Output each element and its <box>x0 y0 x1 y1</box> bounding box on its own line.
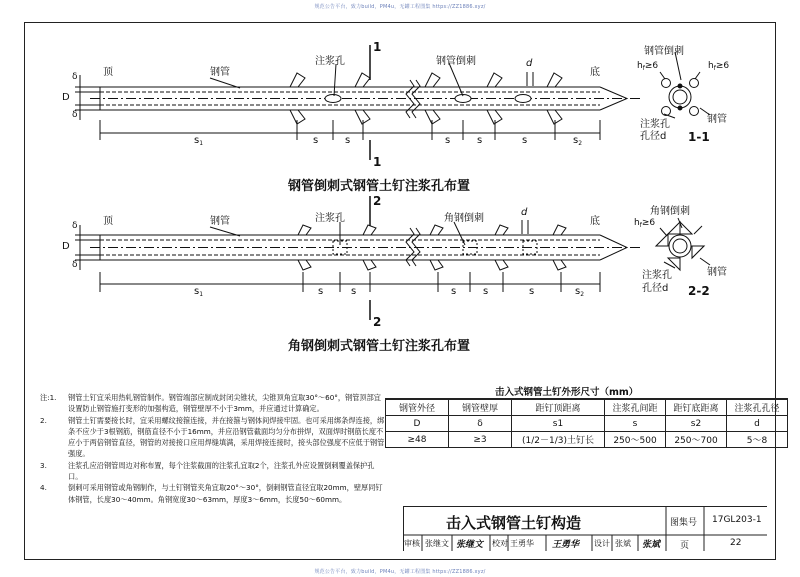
d1-dim-s-3: s <box>445 135 451 146</box>
d2-dim-s-3: s <box>451 286 457 297</box>
d1-dim-s-2: s <box>345 135 351 146</box>
s2-hole-dia: 孔径d <box>642 283 669 294</box>
table-title: 击入式钢管土钉外形尺寸（mm） <box>495 387 639 398</box>
d2-dim-s2: $s_2$ <box>575 286 585 298</box>
cell-delta: ≥3 <box>449 432 512 448</box>
notes-block <box>40 392 385 505</box>
note-text-4: 倒刺可采用钢管或角钢制作，与土钉钢管夹角宜取20°～30°，倒刺钢管直径宜取20mm，壁厚同钉体钢管，长度30～40mm。角钢宽度30～63mm，厚度3～6mm，长度50～60mm。 <box>68 483 383 504</box>
d1-delta-bottom: δ <box>72 110 78 120</box>
d2-delta-top: δ <box>72 221 78 231</box>
sym-s: s <box>605 416 666 432</box>
s1-title-top: 钢管倒刺 <box>644 46 684 57</box>
cell-d: 5～8 <box>727 432 788 448</box>
page-label: 页 <box>680 541 690 551</box>
d1-section-mark-bottom: 1 <box>373 155 382 169</box>
note-item-2 <box>40 415 385 460</box>
table-symbol-row <box>386 416 788 432</box>
cell-D: ≥48 <box>386 432 449 448</box>
d1-dim-s-1: s <box>313 135 319 146</box>
d2-d-label: d <box>521 207 528 218</box>
d2-delta-bottom: δ <box>72 260 78 270</box>
check-label: 校对 <box>492 539 508 548</box>
d2-barb-label: 角钢倒刺 <box>444 213 484 224</box>
d1-hole-label: 注浆孔 <box>315 56 345 67</box>
s1-name: 1-1 <box>688 130 710 144</box>
d2-hole-label: 注浆孔 <box>315 213 345 224</box>
d2-section-mark-bottom: 2 <box>373 315 382 329</box>
diagram2-dimensions <box>75 220 600 292</box>
page-number: 22 <box>730 538 742 548</box>
reviewer-name: 张继文 <box>425 539 449 548</box>
table-header-row <box>386 399 788 416</box>
sym-delta: δ <box>449 416 512 432</box>
d1-delta-top: δ <box>72 72 78 82</box>
d2-D-label: D <box>62 241 70 252</box>
diagram1-pipe <box>90 45 640 160</box>
d2-dim-s-5: s <box>529 286 535 297</box>
d2-dim-s-4: s <box>483 286 489 297</box>
d1-D-label: D <box>62 92 70 103</box>
designer-name: 张斌 <box>615 539 631 548</box>
th-hole-diameter: 注浆孔孔径 <box>727 399 788 416</box>
s2-hole-label: 注浆孔 <box>642 270 672 281</box>
s2-hf-left: $h_f\ge 6$ <box>634 218 656 229</box>
d2-caption: 角钢倒刺式钢管土钉注浆孔布置 <box>288 339 471 354</box>
section1-drawing <box>660 52 710 118</box>
d1-top-label: 顶 <box>103 67 113 78</box>
s1-hf-right: $h_f\ge 6$ <box>708 61 730 72</box>
note-item-4 <box>40 482 385 505</box>
sym-s1: s1 <box>512 416 605 432</box>
d1-dim-s-4: s <box>477 135 483 146</box>
th-hole-spacing: 注浆孔间距 <box>605 399 666 416</box>
s2-pipe-label: 钢管 <box>707 267 727 278</box>
note-number-2: 2. <box>40 415 47 425</box>
d1-caption: 钢管倒刺式钢管土钉注浆孔布置 <box>288 179 471 194</box>
d2-pipe-label: 钢管 <box>210 216 230 227</box>
checker-name: 王勇华 <box>510 539 534 548</box>
atlas-label: 图集号 <box>670 518 698 528</box>
checker-signature: 王勇华 <box>552 540 580 550</box>
s1-hf-left: $h_f\ge 6$ <box>637 61 659 72</box>
d1-pipe-label: 钢管 <box>210 67 230 78</box>
d1-d-label: d <box>526 58 533 69</box>
atlas-number: 17GL203-1 <box>712 515 762 525</box>
note-number-3: 3. <box>40 460 47 470</box>
cell-s1: (1/2－1/3)土钉长 <box>512 432 605 448</box>
note-item-1 <box>40 392 385 415</box>
sym-d: d <box>727 416 788 432</box>
d1-section-mark-top: 1 <box>373 40 382 54</box>
design-label: 设计 <box>594 539 610 548</box>
note-number-4: 4. <box>40 483 47 493</box>
sym-s2: s2 <box>666 416 727 432</box>
d2-dim-s-1: s <box>318 286 324 297</box>
d2-dim-s1: $s_1$ <box>194 286 204 298</box>
section2-drawing <box>656 218 710 270</box>
cell-s2: 250～700 <box>666 432 727 448</box>
d2-top-label: 顶 <box>103 216 113 227</box>
note-item-3 <box>40 460 385 483</box>
th-top-distance: 距钉顶距离 <box>512 399 605 416</box>
title-block <box>403 506 767 551</box>
reviewer-signature: 张继文 <box>456 540 484 550</box>
s2-title-top: 角钢倒刺 <box>650 206 690 217</box>
d1-barb-label: 钢管倒刺 <box>436 56 476 67</box>
cell-s: 250～500 <box>605 432 666 448</box>
note-text-1: 钢管土钉宜采用热轧钢管制作。钢管端部应制成封闭尖锥状，尖锥顶角宜取30°～60°，钢管顶部宜设置防止钢管施打变形的加强构造，钢管壁厚不小于3mm，并应通过计算确定。 <box>68 393 381 414</box>
diagram2-pipe <box>90 196 640 320</box>
d2-bottom-label: 底 <box>590 216 600 227</box>
d1-dim-s-5: s <box>522 135 528 146</box>
d2-dim-s-2: s <box>351 286 357 297</box>
s1-hole-dia: 孔径d <box>640 131 667 142</box>
note-text-3: 注浆孔应沿钢管周边对称布置，每个注浆截面的注浆孔宜取2个，注浆孔外应设置倒刺覆盖保护孔口。 <box>68 460 375 482</box>
d1-dim-s1: $s_1$ <box>194 135 204 147</box>
watermark-top: 规范公告平台，致力build，PM4u，无罐工程图集 https://ZZ1886.xyz/ <box>314 4 486 10</box>
s1-pipe-label: 钢管 <box>707 114 727 125</box>
table-row <box>386 432 788 448</box>
watermark-bottom: 规范公告平台，致力build，PM4u，无罐工程图集 https://ZZ1886.xyz/ <box>314 569 486 575</box>
th-thickness: 钢管壁厚 <box>449 399 512 416</box>
review-label: 审核 <box>404 539 420 548</box>
sym-D: D <box>386 416 449 432</box>
note-text-2: 钢管土钉需要接长时，宜采用螺纹接箍连接，并在接箍与钢体间焊接牢固。也可采用绑条焊连接，绑条不应少于3根钢筋，钢筋直径不小于16mm，并应沿钢管截面均匀分布拼焊，双面焊时钢筋长度不应小于两倍钢管直径，钢管的对接接口应用焊缝填满，采用焊接连接时，接头部位强度不应低于钢管强度。 <box>68 415 385 459</box>
note-number-1: 注:1. <box>40 393 57 402</box>
designer-signature: 张斌 <box>642 540 661 550</box>
d1-bottom-label: 底 <box>590 67 600 78</box>
s1-hole-label: 注浆孔 <box>640 119 670 130</box>
spec-table <box>385 398 788 448</box>
th-d-outer: 钢管外径 <box>386 399 449 416</box>
d1-dim-s2: $s_2$ <box>573 135 583 147</box>
s2-name: 2-2 <box>688 284 710 298</box>
d2-section-mark-top: 2 <box>373 194 382 208</box>
th-bottom-distance: 距钉底距离 <box>666 399 727 416</box>
title-block-title: 击入式钢管土钉构造 <box>446 514 582 532</box>
